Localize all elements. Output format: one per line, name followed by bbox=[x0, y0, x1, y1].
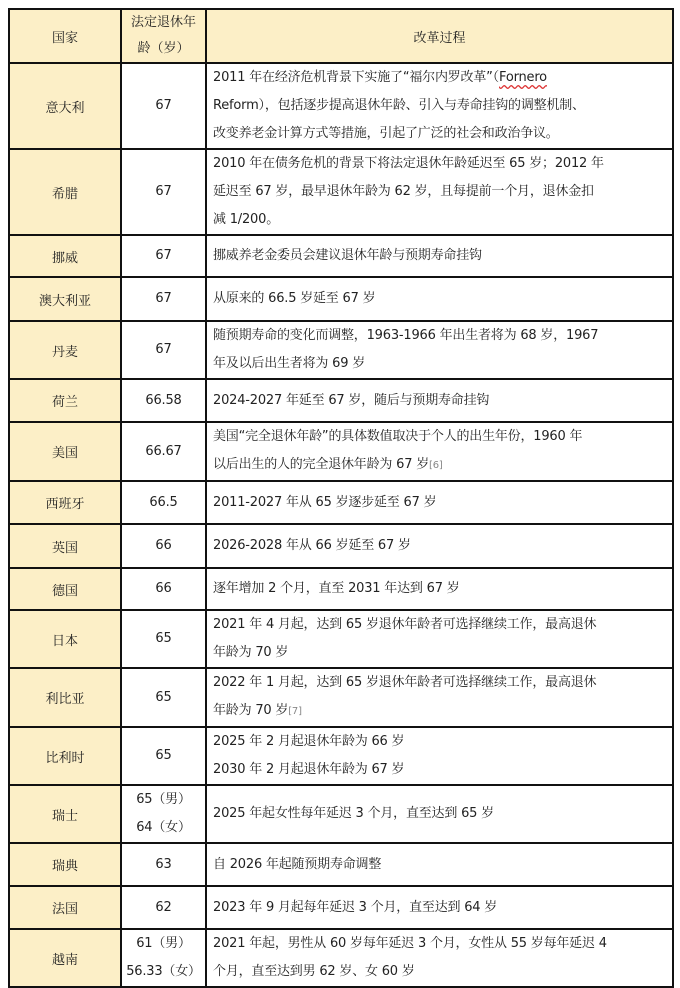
table-row bbox=[9, 568, 673, 610]
process-text: 自 2026 年起随预期寿命调整 bbox=[213, 856, 382, 872]
country-cell: 挪威 bbox=[9, 235, 121, 277]
process-line bbox=[213, 423, 666, 451]
country-cell: 越南 bbox=[9, 929, 121, 987]
age-value: 66 bbox=[155, 538, 172, 553]
process-text: 2023 年 9 月起每年延迟 3 个月，直至达到 64 岁 bbox=[213, 899, 498, 915]
process-text: 从原来的 66.5 岁延至 67 岁 bbox=[213, 291, 376, 306]
country-cell: 英国 bbox=[9, 524, 121, 568]
process-line bbox=[213, 728, 666, 756]
country-cell: 丹麦 bbox=[9, 321, 121, 379]
process-text: 2010 年在债务危机的背景下将法定退休年龄延迟至 65 岁；2012 年 bbox=[213, 156, 604, 171]
process-line bbox=[213, 800, 666, 828]
age-value: 67 bbox=[155, 291, 172, 306]
age-cell bbox=[121, 481, 206, 524]
process-line bbox=[213, 575, 666, 603]
table-row bbox=[9, 277, 673, 321]
age-value: 56.33（女） bbox=[126, 964, 201, 979]
age-cell bbox=[121, 929, 206, 987]
age-value: 65 bbox=[155, 689, 172, 705]
footnote-ref[interactable]: [6] bbox=[429, 460, 443, 471]
process-cell bbox=[206, 727, 673, 785]
process-text: 年龄为 70 岁 bbox=[213, 645, 289, 660]
process-text: Reform），包括逐步提高退休年龄、引入与寿命挂钩的调整机制、 bbox=[213, 98, 585, 113]
process-text: 2030 年 2 月起退休年龄为 67 岁 bbox=[213, 762, 405, 777]
process-text: Fornero bbox=[499, 70, 547, 85]
process-line bbox=[213, 489, 666, 517]
age-value: 61（男） bbox=[136, 936, 191, 951]
process-text: 延迟至 67 岁，最早退休年龄为 62 岁，且每提前一个月，退休金扣 bbox=[213, 184, 594, 199]
age-cell bbox=[121, 568, 206, 610]
country-cell: 利比亚 bbox=[9, 668, 121, 727]
age-cell bbox=[121, 63, 206, 149]
age-value: 67 bbox=[155, 184, 172, 199]
process-text: 2021 年 4 月起，达到 65 岁退休年龄者可选择继续工作，最高退休 bbox=[213, 617, 597, 632]
country-cell: 瑞典 bbox=[9, 843, 121, 886]
process-line bbox=[213, 851, 666, 879]
process-text: 2025 年 2 月起退休年龄为 66 岁 bbox=[213, 734, 405, 749]
table-row bbox=[9, 481, 673, 524]
table-row bbox=[9, 785, 673, 843]
age-value: 65（男） bbox=[136, 792, 191, 807]
table-row bbox=[9, 235, 673, 277]
age-value: 66 bbox=[155, 581, 172, 596]
process-cell bbox=[206, 568, 673, 610]
age-value: 66.67 bbox=[145, 443, 182, 459]
age-cell bbox=[121, 235, 206, 277]
process-text: 年龄为 70 岁 bbox=[213, 703, 289, 718]
table-row bbox=[9, 422, 673, 481]
process-line bbox=[213, 894, 666, 922]
country-cell: 美国 bbox=[9, 422, 121, 481]
age-value: 66.58 bbox=[145, 392, 182, 408]
table-row bbox=[9, 886, 673, 929]
process-cell bbox=[206, 379, 673, 422]
footnote-ref[interactable]: [7] bbox=[288, 706, 302, 717]
process-text: 个月，直至达到男 62 岁、女 60 岁 bbox=[213, 964, 415, 979]
process-cell bbox=[206, 63, 673, 149]
process-text: 以后出生的人的完全退休年龄为 67 岁 bbox=[213, 457, 430, 472]
age-cell bbox=[121, 524, 206, 568]
age-value: 64（女） bbox=[136, 820, 191, 835]
table-row bbox=[9, 63, 673, 149]
age-value: 67 bbox=[155, 98, 172, 113]
process-line bbox=[213, 669, 666, 697]
header-age bbox=[121, 9, 206, 63]
process-line bbox=[213, 639, 666, 667]
process-text: 挪威养老金委员会建议退休年龄与预期寿命挂钩 bbox=[213, 248, 482, 263]
table-row bbox=[9, 379, 673, 422]
process-text: 2011-2027 年从 65 岁逐步延至 67 岁 bbox=[213, 494, 437, 510]
country-cell: 法国 bbox=[9, 886, 121, 929]
table-row bbox=[9, 610, 673, 668]
country-cell: 意大利 bbox=[9, 63, 121, 149]
table-row bbox=[9, 843, 673, 886]
process-cell bbox=[206, 149, 673, 235]
age-cell bbox=[121, 422, 206, 481]
process-cell bbox=[206, 886, 673, 929]
table-row bbox=[9, 929, 673, 987]
retirement-age-table bbox=[8, 8, 674, 988]
process-line bbox=[213, 611, 666, 639]
table-header-row bbox=[9, 9, 673, 63]
country-cell: 日本 bbox=[9, 610, 121, 668]
country-cell: 荷兰 bbox=[9, 379, 121, 422]
process-text: 美国“完全退休年龄”的具体数值取决于个人的出生年份，1960 年 bbox=[213, 429, 583, 444]
age-value: 62 bbox=[155, 899, 172, 915]
age-value: 67 bbox=[155, 248, 172, 263]
age-cell bbox=[121, 843, 206, 886]
process-line bbox=[213, 178, 666, 206]
process-cell bbox=[206, 524, 673, 568]
age-value: 63 bbox=[155, 856, 172, 872]
age-cell bbox=[121, 886, 206, 929]
age-value: 65 bbox=[155, 748, 172, 763]
process-text: 2024-2027 年延至 67 岁，随后与预期寿命挂钩 bbox=[213, 392, 490, 408]
country-cell: 希腊 bbox=[9, 149, 121, 235]
header-age-line: 龄（岁） bbox=[137, 41, 190, 56]
age-cell bbox=[121, 668, 206, 727]
process-line bbox=[213, 242, 666, 270]
process-cell bbox=[206, 235, 673, 277]
age-cell bbox=[121, 149, 206, 235]
age-cell bbox=[121, 727, 206, 785]
process-line bbox=[213, 930, 666, 958]
process-line bbox=[213, 64, 666, 92]
process-line bbox=[213, 92, 666, 120]
age-cell bbox=[121, 277, 206, 321]
process-cell bbox=[206, 668, 673, 727]
process-text: 逐年增加 2 个月，直至 2031 年达到 67 岁 bbox=[213, 581, 460, 596]
age-cell bbox=[121, 610, 206, 668]
process-line bbox=[213, 350, 666, 378]
process-line bbox=[213, 285, 666, 313]
process-cell bbox=[206, 785, 673, 843]
process-cell bbox=[206, 610, 673, 668]
process-text: 2011 年在经济危机背景下实施了“福尔内罗改革”（ bbox=[213, 70, 499, 85]
table-row bbox=[9, 321, 673, 379]
process-line bbox=[213, 322, 666, 350]
country-cell: 比利时 bbox=[9, 727, 121, 785]
process-line bbox=[213, 150, 666, 178]
country-cell: 瑞士 bbox=[9, 785, 121, 843]
process-text: 随预期寿命的变化而调整，1963-1966 年出生者将为 68 岁，1967 bbox=[213, 328, 599, 343]
process-line bbox=[213, 120, 666, 148]
process-cell bbox=[206, 422, 673, 481]
process-text: 减 1/200。 bbox=[213, 212, 279, 227]
age-cell bbox=[121, 785, 206, 843]
process-line bbox=[213, 532, 666, 560]
process-line bbox=[213, 206, 666, 234]
country-cell: 澳大利亚 bbox=[9, 277, 121, 321]
process-line bbox=[213, 756, 666, 784]
table-row bbox=[9, 149, 673, 235]
process-line bbox=[213, 697, 666, 726]
process-cell bbox=[206, 277, 673, 321]
process-cell bbox=[206, 929, 673, 987]
process-cell bbox=[206, 321, 673, 379]
age-cell bbox=[121, 379, 206, 422]
process-line bbox=[213, 451, 666, 480]
age-value: 66.5 bbox=[149, 494, 178, 510]
age-value: 65 bbox=[155, 631, 172, 646]
header-country: 国家 bbox=[9, 9, 121, 63]
header-age-line: 法定退休年 bbox=[130, 15, 196, 30]
age-cell bbox=[121, 321, 206, 379]
table-row bbox=[9, 668, 673, 727]
process-line bbox=[213, 387, 666, 415]
process-cell bbox=[206, 481, 673, 524]
age-value: 67 bbox=[155, 342, 172, 357]
process-text: 2025 年起女性每年延迟 3 个月，直至达到 65 岁 bbox=[213, 806, 494, 821]
process-text: 年及以后出生者将为 69 岁 bbox=[213, 356, 366, 371]
table-row bbox=[9, 727, 673, 785]
process-text: 2026-2028 年从 66 岁延至 67 岁 bbox=[213, 538, 411, 553]
process-text: 2022 年 1 月起，达到 65 岁退休年龄者可选择继续工作，最高退休 bbox=[213, 675, 597, 690]
table-row bbox=[9, 524, 673, 568]
header-process: 改革过程 bbox=[206, 9, 673, 63]
country-cell: 德国 bbox=[9, 568, 121, 610]
process-text: 改变养老金计算方式等措施，引起了广泛的社会和政治争议。 bbox=[213, 126, 559, 141]
country-cell: 西班牙 bbox=[9, 481, 121, 524]
process-cell bbox=[206, 843, 673, 886]
process-text: 2021 年起，男性从 60 岁每年延迟 3 个月，女性从 55 岁每年延迟 4 bbox=[213, 936, 607, 951]
